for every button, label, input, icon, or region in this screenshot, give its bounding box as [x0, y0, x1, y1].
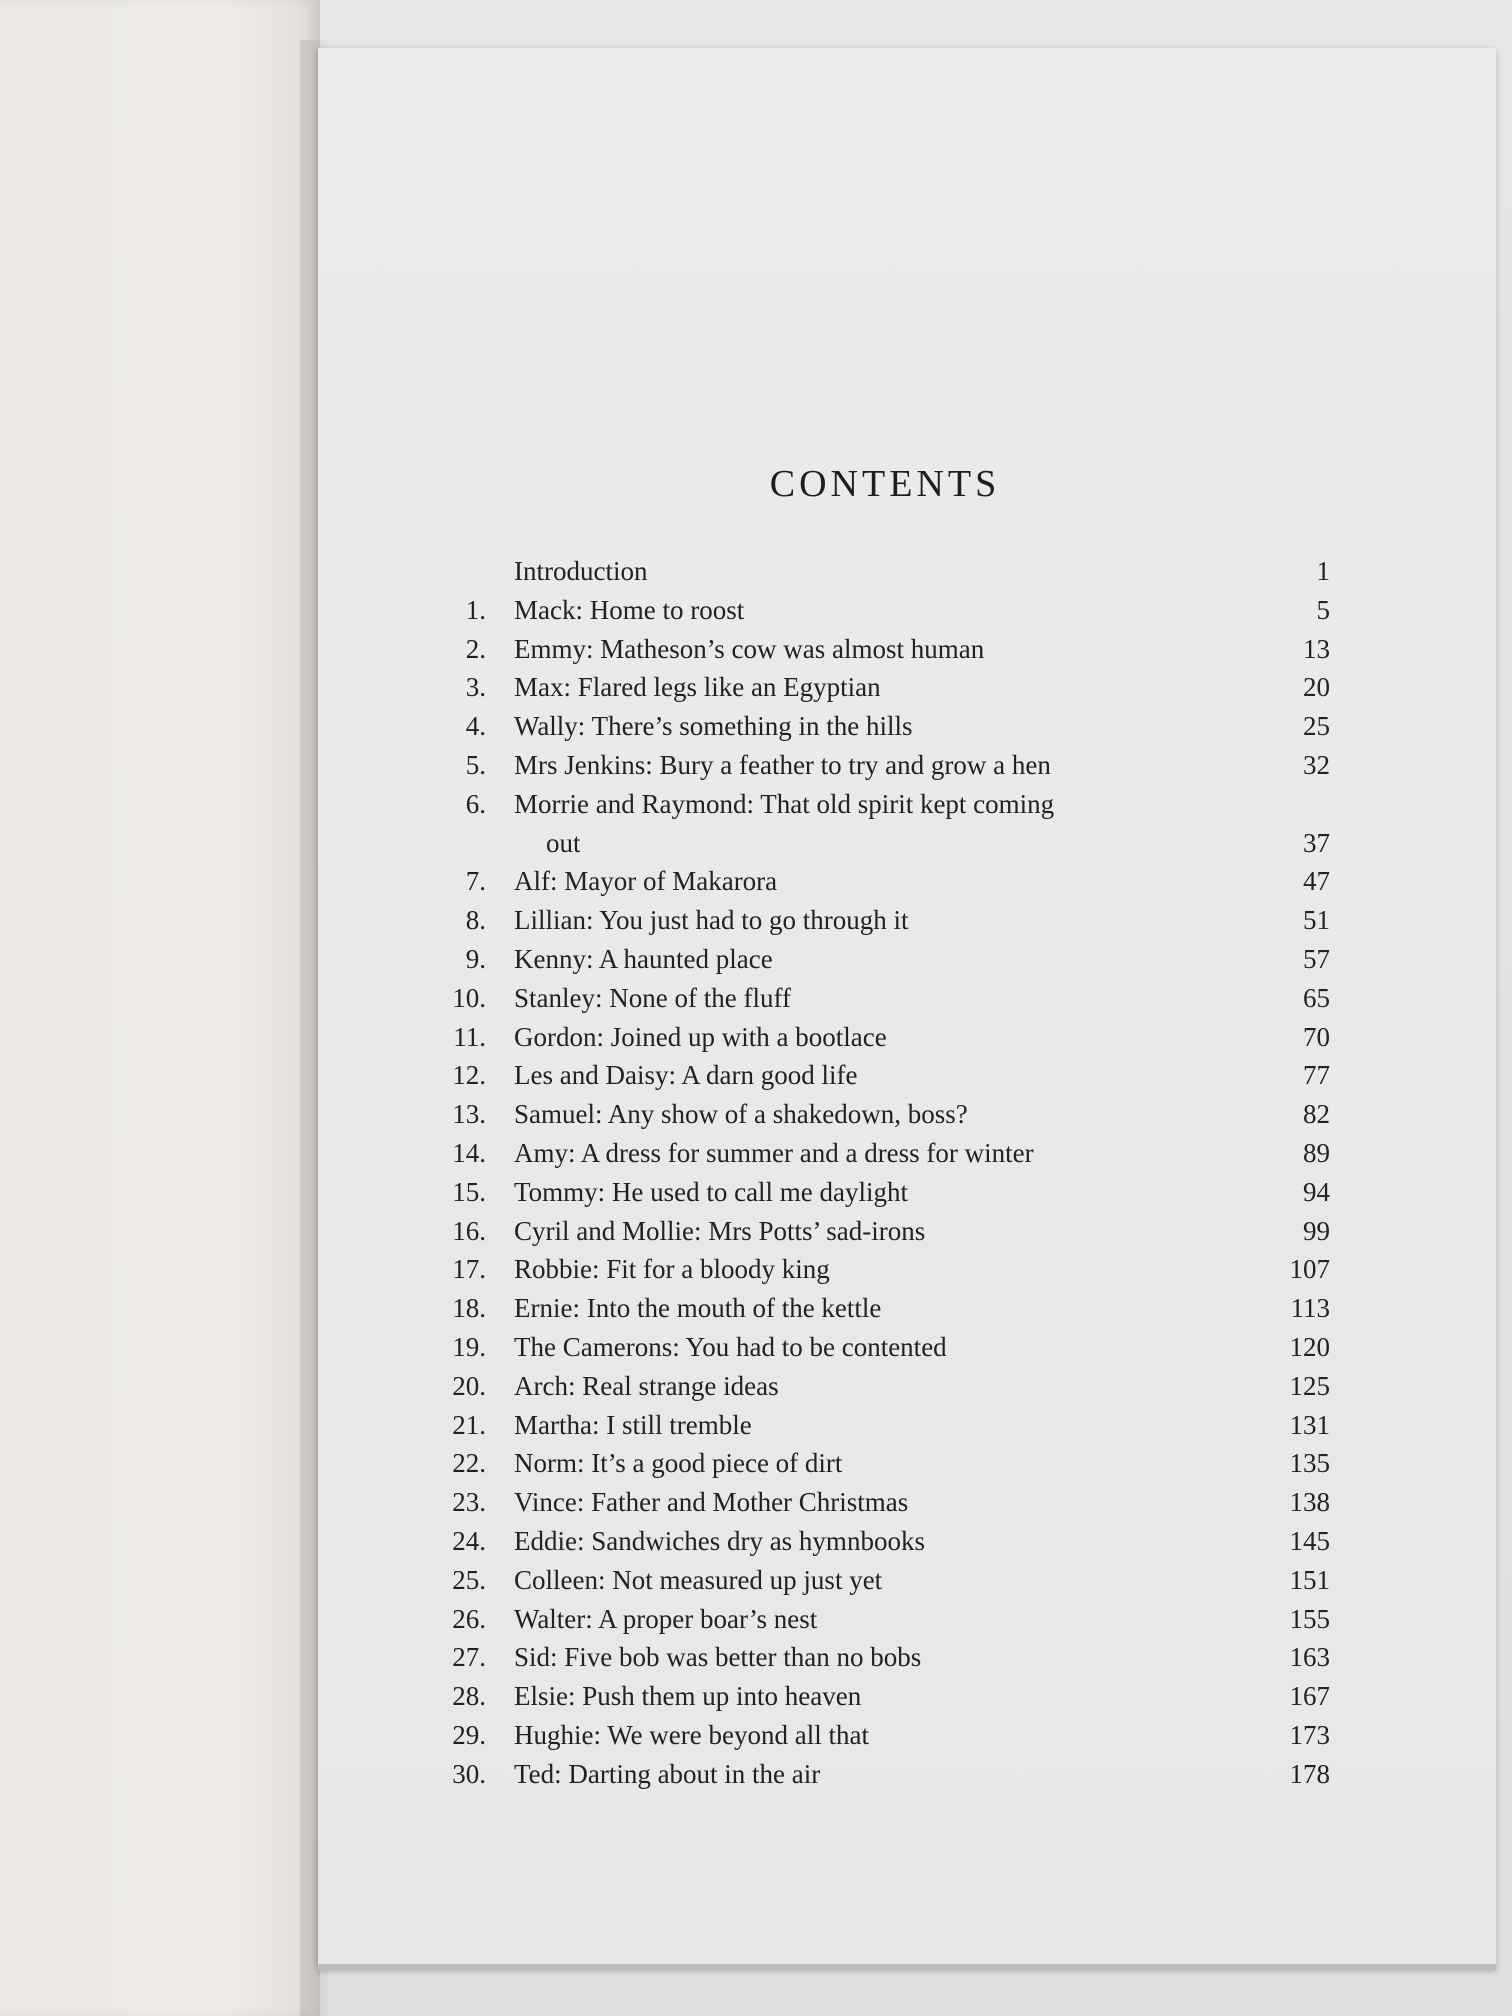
toc-entry	[430, 1444, 1330, 1483]
toc-entry-number: 15.	[452, 1176, 486, 1207]
contents-heading: CONTENTS	[769, 463, 1001, 505]
toc-entry-title: Walter: A proper boar’s nest	[514, 1603, 818, 1634]
toc-entry-title: Stanley: None of the fluff	[514, 982, 791, 1013]
toc-entry-page: 32	[1303, 749, 1330, 780]
toc-entry	[430, 591, 1330, 630]
toc-entry-title: Arch: Real strange ideas	[514, 1370, 779, 1401]
toc-entry-number: 30.	[452, 1758, 486, 1789]
toc-entry-page: 155	[1289, 1603, 1330, 1634]
toc-entry-number: 3.	[465, 672, 486, 703]
toc-entry	[430, 1095, 1330, 1134]
toc-entry-page: 151	[1289, 1564, 1330, 1595]
toc-entry-number: 17.	[452, 1254, 486, 1285]
toc-entry-page: 57	[1303, 943, 1330, 974]
toc-entry	[430, 862, 1330, 901]
toc-entry-title-continuation: out	[546, 827, 581, 858]
toc-entry-number: 4.	[465, 711, 486, 742]
toc-entry-number: 28.	[452, 1681, 486, 1712]
toc-entry-page: 163	[1289, 1642, 1330, 1673]
toc-entry-number: 21.	[452, 1409, 486, 1440]
toc-entry-title: Lillian: You just had to go through it	[514, 905, 909, 936]
toc-entry-page: 89	[1303, 1137, 1330, 1168]
toc-entry-page: 120	[1289, 1331, 1330, 1362]
toc-entry	[430, 901, 1330, 940]
toc-entry-page: 1	[1316, 556, 1330, 586]
toc-entry-number: 2.	[465, 633, 486, 664]
toc-entry-number: 24.	[452, 1525, 486, 1556]
toc-entry-title: The Camerons: You had to be contented	[514, 1331, 947, 1362]
toc-entry-number: 10.	[452, 982, 486, 1013]
toc-entry-number: 14.	[452, 1137, 486, 1168]
left-page	[0, 0, 320, 2016]
toc-entry-number: 6.	[465, 788, 486, 819]
toc-entry-number: 1.	[465, 594, 486, 625]
toc-entry-page: 178	[1289, 1758, 1330, 1789]
toc-entry-title: Mrs Jenkins: Bury a feather to try and grow a hen	[514, 749, 1051, 780]
page-edge	[318, 1964, 1496, 1970]
toc-entry	[430, 940, 1330, 979]
toc-entry-number: 29.	[452, 1719, 486, 1750]
toc-entry	[430, 1328, 1330, 1367]
toc-entry	[430, 1289, 1330, 1328]
toc-entry-number: 23.	[452, 1487, 486, 1518]
toc-entry	[430, 707, 1330, 746]
toc-entry-title: Vince: Father and Mother Christmas	[514, 1487, 909, 1518]
toc-entry-title: Hughie: We were beyond all that	[514, 1719, 869, 1750]
toc-entry-title: Mack: Home to roost	[514, 594, 745, 625]
toc-entry-number: 27.	[452, 1642, 486, 1673]
toc-entry	[430, 1522, 1330, 1561]
toc-entry-page: 173	[1289, 1719, 1330, 1750]
toc-entry	[430, 1056, 1330, 1095]
toc-entry	[430, 1018, 1330, 1057]
toc-entry-number: 9.	[465, 943, 486, 974]
toc-entry	[430, 1600, 1330, 1639]
toc-entry-page: 99	[1303, 1215, 1330, 1246]
toc-entry-number: 26.	[452, 1603, 486, 1634]
toc-entry-number: 12.	[452, 1060, 486, 1091]
toc-entry	[430, 979, 1330, 1018]
toc-entry	[430, 1212, 1330, 1251]
toc-entry-page: 125	[1289, 1370, 1330, 1401]
toc-entry	[430, 1677, 1330, 1716]
toc-entry-title: Sid: Five bob was better than no bobs	[514, 1642, 922, 1673]
toc-entry-page: 138	[1289, 1487, 1330, 1518]
toc-entry-number: 18.	[452, 1293, 486, 1324]
toc-entry-page: 37	[1303, 827, 1330, 858]
toc-entry-title: Martha: I still tremble	[514, 1409, 752, 1440]
toc-entry-page: 51	[1303, 905, 1330, 936]
toc-entry-page: 5	[1316, 594, 1330, 625]
toc-entry-page: 25	[1303, 711, 1330, 742]
toc-entry	[430, 630, 1330, 669]
toc-entry-title: Alf: Mayor of Makarora	[514, 866, 778, 897]
toc-entry-title: Ted: Darting about in the air	[514, 1758, 821, 1789]
toc-entry	[430, 1134, 1330, 1173]
toc-entry-page: 113	[1290, 1293, 1330, 1324]
toc-entry-page: 20	[1303, 672, 1330, 703]
toc-entry-page: 131	[1289, 1409, 1330, 1440]
toc-entry	[430, 1561, 1330, 1600]
toc-entry-page: 167	[1289, 1681, 1330, 1712]
toc-entry-title: Eddie: Sandwiches dry as hymnbooks	[514, 1525, 925, 1556]
toc-entry-title: Kenny: A haunted place	[514, 943, 773, 974]
toc-entry-number: 25.	[452, 1564, 486, 1595]
toc-entry-continuation	[430, 824, 1330, 863]
toc-entry-page: 47	[1303, 866, 1330, 897]
toc-entry-number: 19.	[452, 1331, 486, 1362]
toc-entry-title: Tommy: He used to call me daylight	[514, 1176, 909, 1207]
toc-entry-title: Morrie and Raymond: That old spirit kept coming	[514, 788, 1055, 819]
toc-entry-title: Norm: It’s a good piece of dirt	[514, 1448, 843, 1479]
toc-entry	[430, 1406, 1330, 1445]
toc-entry-number: 11.	[453, 1021, 486, 1052]
toc-entry-page: 107	[1289, 1254, 1330, 1285]
toc-entry-page: 94	[1303, 1176, 1330, 1207]
toc-entry-title: Max: Flared legs like an Egyptian	[514, 672, 881, 703]
toc-entry-title: Gordon: Joined up with a bootlace	[514, 1021, 887, 1052]
toc-entry-page: 65	[1303, 982, 1330, 1013]
toc-entry-number: 13.	[452, 1099, 486, 1130]
toc-entry-title: Ernie: Into the mouth of the kettle	[514, 1293, 882, 1324]
toc-entry-page: 145	[1289, 1525, 1330, 1556]
toc-entry-number: 8.	[465, 905, 486, 936]
toc-entry-page: 70	[1303, 1021, 1330, 1052]
toc-entry	[430, 1716, 1330, 1755]
toc-entry-title: Elsie: Push them up into heaven	[514, 1681, 862, 1712]
toc-entry	[430, 785, 1330, 824]
toc-entry	[430, 1367, 1330, 1406]
toc-entry-number: 22.	[452, 1448, 486, 1479]
toc-entry-title: Cyril and Mollie: Mrs Potts’ sad-irons	[514, 1215, 926, 1246]
toc-entry-title: Amy: A dress for summer and a dress for winter	[514, 1137, 1034, 1168]
toc-entry	[430, 668, 1330, 707]
toc-entry	[430, 1755, 1330, 1794]
toc-entry-page: 13	[1303, 633, 1330, 664]
toc-entry-title: Robbie: Fit for a bloody king	[514, 1254, 830, 1285]
table-of-contents	[430, 552, 1330, 1794]
toc-entry-title: Introduction	[514, 556, 648, 586]
toc-entry	[430, 1483, 1330, 1522]
toc-entry-title: Les and Daisy: A darn good life	[514, 1060, 858, 1091]
toc-entry-title: Wally: There’s something in the hills	[514, 711, 913, 742]
toc-entry-number: 16.	[452, 1215, 486, 1246]
toc-entry-page: 77	[1303, 1060, 1330, 1091]
toc-entry-title: Samuel: Any show of a shakedown, boss?	[514, 1099, 968, 1130]
toc-entry-page: 135	[1289, 1448, 1330, 1479]
toc-entry	[430, 746, 1330, 785]
toc-entry-introduction	[430, 552, 1330, 591]
toc-entry-page: 82	[1303, 1099, 1330, 1130]
toc-entry-title: Colleen: Not measured up just yet	[514, 1564, 883, 1595]
toc-entry	[430, 1173, 1330, 1212]
toc-entry-title: Emmy: Matheson’s cow was almost human	[514, 633, 985, 664]
toc-entry-number: 7.	[465, 866, 486, 897]
toc-entry	[430, 1638, 1330, 1677]
toc-entry-number: 5.	[465, 749, 486, 780]
toc-entry	[430, 1250, 1330, 1289]
toc-entry-number: 20.	[452, 1370, 486, 1401]
